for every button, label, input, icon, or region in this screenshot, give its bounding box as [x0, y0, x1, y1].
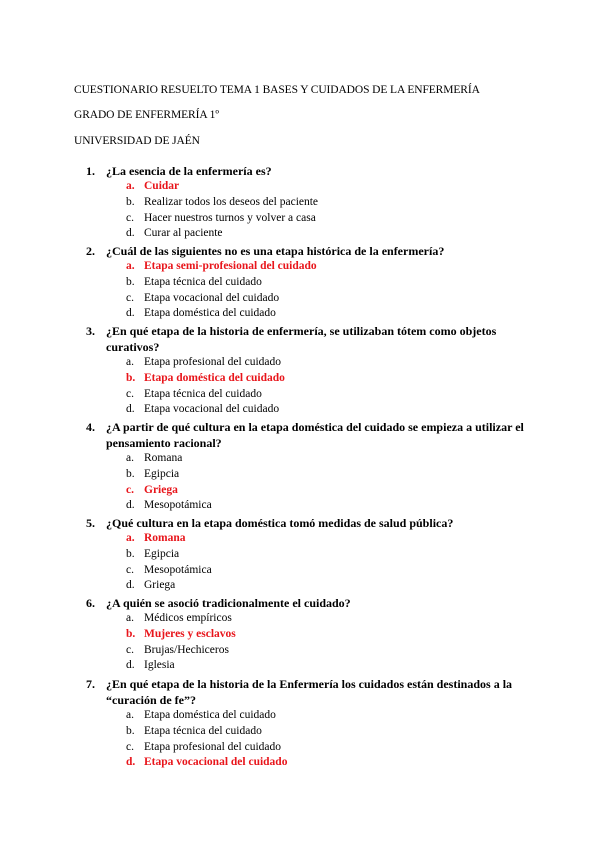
document-title: CUESTIONARIO RESUELTO TEMA 1 BASES Y CUIDADOS DE LA ENFERMERÍA — [74, 84, 480, 96]
question-5-heading — [86, 515, 540, 531]
option-text: Griega — [144, 483, 178, 496]
question-2-options — [100, 259, 540, 322]
question-5-option-b — [100, 547, 540, 563]
question-2-text: ¿Cuál de las siguientes no es una etapa histórica de la enfermería? — [106, 244, 445, 258]
option-letter: b. — [126, 627, 136, 640]
option-text: Hacer nuestros turnos y volver a casa — [144, 211, 316, 224]
option-letter: b. — [126, 467, 135, 480]
option-text: Mesopotámica — [144, 499, 212, 512]
option-text: Etapa doméstica del cuidado — [144, 307, 276, 320]
question-2-option-b — [100, 275, 540, 291]
question-5-option-c — [100, 563, 540, 579]
question-3-options — [100, 355, 540, 418]
option-text: Etapa profesional del cuidado — [144, 740, 281, 753]
option-text: Iglesia — [144, 659, 175, 672]
option-letter: c. — [126, 740, 134, 753]
question-4-heading — [86, 419, 540, 451]
option-text: Egipcia — [144, 467, 180, 480]
question-5-text: ¿Qué cultura en la etapa doméstica tomó medidas de salud pública? — [106, 516, 454, 530]
option-text: Egipcia — [144, 547, 180, 560]
option-letter: c. — [126, 563, 134, 576]
question-7-heading — [86, 676, 540, 708]
question-6-option-c — [100, 643, 540, 659]
question-2-number: 2. — [86, 244, 95, 258]
question-5-option-d — [100, 578, 540, 594]
question-4-option-b — [100, 467, 540, 483]
question-6 — [86, 595, 540, 674]
option-letter: a. — [126, 260, 135, 272]
option-letter: a. — [126, 452, 134, 464]
question-6-heading — [86, 595, 540, 611]
question-7-option-b — [100, 724, 540, 740]
option-letter: a. — [126, 180, 135, 192]
option-letter: b. — [126, 724, 135, 737]
question-1-number: 1. — [86, 164, 95, 178]
question-7-options — [100, 708, 540, 771]
option-text: Etapa vocacional del cuidado — [144, 403, 280, 416]
question-6-number: 6. — [86, 596, 95, 610]
question-1-option-d — [100, 226, 540, 242]
question-6-options — [100, 611, 540, 674]
question-7-option-a — [100, 708, 540, 724]
question-6-text: ¿A quién se asoció tradicionalmente el cuidado? — [106, 596, 351, 610]
option-text: Cuidar — [144, 180, 180, 192]
option-text: Realizar todos los deseos del paciente — [144, 195, 319, 208]
question-3-option-c — [100, 387, 540, 403]
question-2-option-a-correct — [100, 259, 540, 275]
question-1 — [86, 163, 540, 242]
option-letter: c. — [126, 643, 134, 656]
question-7-option-c — [100, 740, 540, 756]
question-1-option-c — [100, 211, 540, 227]
option-letter: b. — [126, 547, 135, 560]
option-text: Etapa doméstica del cuidado — [144, 371, 285, 384]
option-text: Etapa vocacional del cuidado — [144, 291, 280, 304]
question-6-option-a — [100, 611, 540, 627]
question-6-option-b-correct — [100, 627, 540, 643]
option-text: Etapa vocacional del cuidado — [144, 756, 288, 769]
option-text: Etapa técnica del cuidado — [144, 387, 262, 400]
question-4-number: 4. — [86, 420, 95, 434]
question-1-heading — [86, 163, 540, 179]
option-text: Médicos empíricos — [144, 612, 232, 624]
option-letter: d. — [126, 579, 135, 592]
option-text: Etapa semi-profesional del cuidado — [144, 260, 317, 272]
option-letter: c. — [126, 291, 134, 304]
question-2-option-c — [100, 291, 540, 307]
question-3-heading — [86, 323, 540, 355]
question-4-text: ¿A partir de qué cultura en la etapa doméstica del cuidado se empieza a utilizar el pensamiento racional? — [106, 420, 524, 450]
option-text: Romana — [144, 532, 186, 544]
option-letter: d. — [126, 307, 135, 320]
question-5 — [86, 515, 540, 594]
option-text: Mesopotámica — [144, 563, 212, 576]
option-letter: d. — [126, 659, 135, 672]
question-1-options — [100, 179, 540, 242]
question-1-option-a-correct — [100, 179, 540, 195]
question-3-option-b-correct — [100, 371, 540, 387]
question-7-text: ¿En qué etapa de la historia de la Enfermería los cuidados están destinados a la “curación de fe”? — [106, 677, 513, 707]
option-text: Etapa técnica del cuidado — [144, 724, 262, 737]
option-letter: a. — [126, 709, 134, 721]
option-letter: d. — [126, 403, 135, 416]
question-7-option-d-correct — [100, 755, 540, 771]
question-3-option-d — [100, 402, 540, 418]
option-text: Etapa doméstica del cuidado — [144, 709, 276, 721]
university-line: UNIVERSIDAD DE JAÉN — [74, 135, 200, 147]
option-letter: c. — [126, 211, 134, 224]
option-letter: d. — [126, 227, 135, 240]
question-6-option-d — [100, 658, 540, 674]
question-4-options — [100, 451, 540, 514]
option-text: Brujas/Hechiceros — [144, 643, 229, 656]
option-letter: a. — [126, 532, 135, 544]
option-letter: d. — [126, 499, 135, 512]
question-4-option-d — [100, 498, 540, 514]
question-1-text: ¿La esencia de la enfermería es? — [106, 164, 272, 178]
option-letter: b. — [126, 371, 136, 384]
degree-line: GRADO DE ENFERMERÍA 1º — [74, 109, 219, 121]
question-3 — [86, 323, 540, 418]
question-2-heading — [86, 243, 540, 259]
question-2-option-d — [100, 306, 540, 322]
option-letter: c. — [126, 387, 134, 400]
question-3-option-a — [100, 355, 540, 371]
question-5-number: 5. — [86, 516, 95, 530]
question-7-number: 7. — [86, 677, 95, 691]
question-4 — [86, 419, 540, 514]
option-text: Mujeres y esclavos — [144, 627, 236, 640]
question-2 — [86, 243, 540, 322]
option-letter: a. — [126, 612, 134, 624]
option-text: Curar al paciente — [144, 227, 223, 240]
option-letter: c. — [126, 483, 134, 496]
option-text: Etapa técnica del cuidado — [144, 275, 262, 288]
option-text: Griega — [144, 579, 176, 592]
option-letter: d. — [126, 756, 136, 769]
question-3-text: ¿En qué etapa de la historia de enfermería, se utilizaban tótem como objetos curativos? — [106, 324, 497, 354]
option-letter: a. — [126, 356, 134, 368]
question-5-option-a-correct — [100, 531, 540, 547]
option-letter: b. — [126, 195, 135, 208]
question-4-option-a — [100, 451, 540, 467]
question-1-option-b — [100, 195, 540, 211]
question-5-options — [100, 531, 540, 594]
option-letter: b. — [126, 275, 135, 288]
question-4-option-c-correct — [100, 483, 540, 499]
option-text: Etapa profesional del cuidado — [144, 356, 281, 368]
question-3-number: 3. — [86, 324, 95, 338]
option-text: Romana — [144, 452, 183, 464]
question-7 — [86, 676, 540, 771]
